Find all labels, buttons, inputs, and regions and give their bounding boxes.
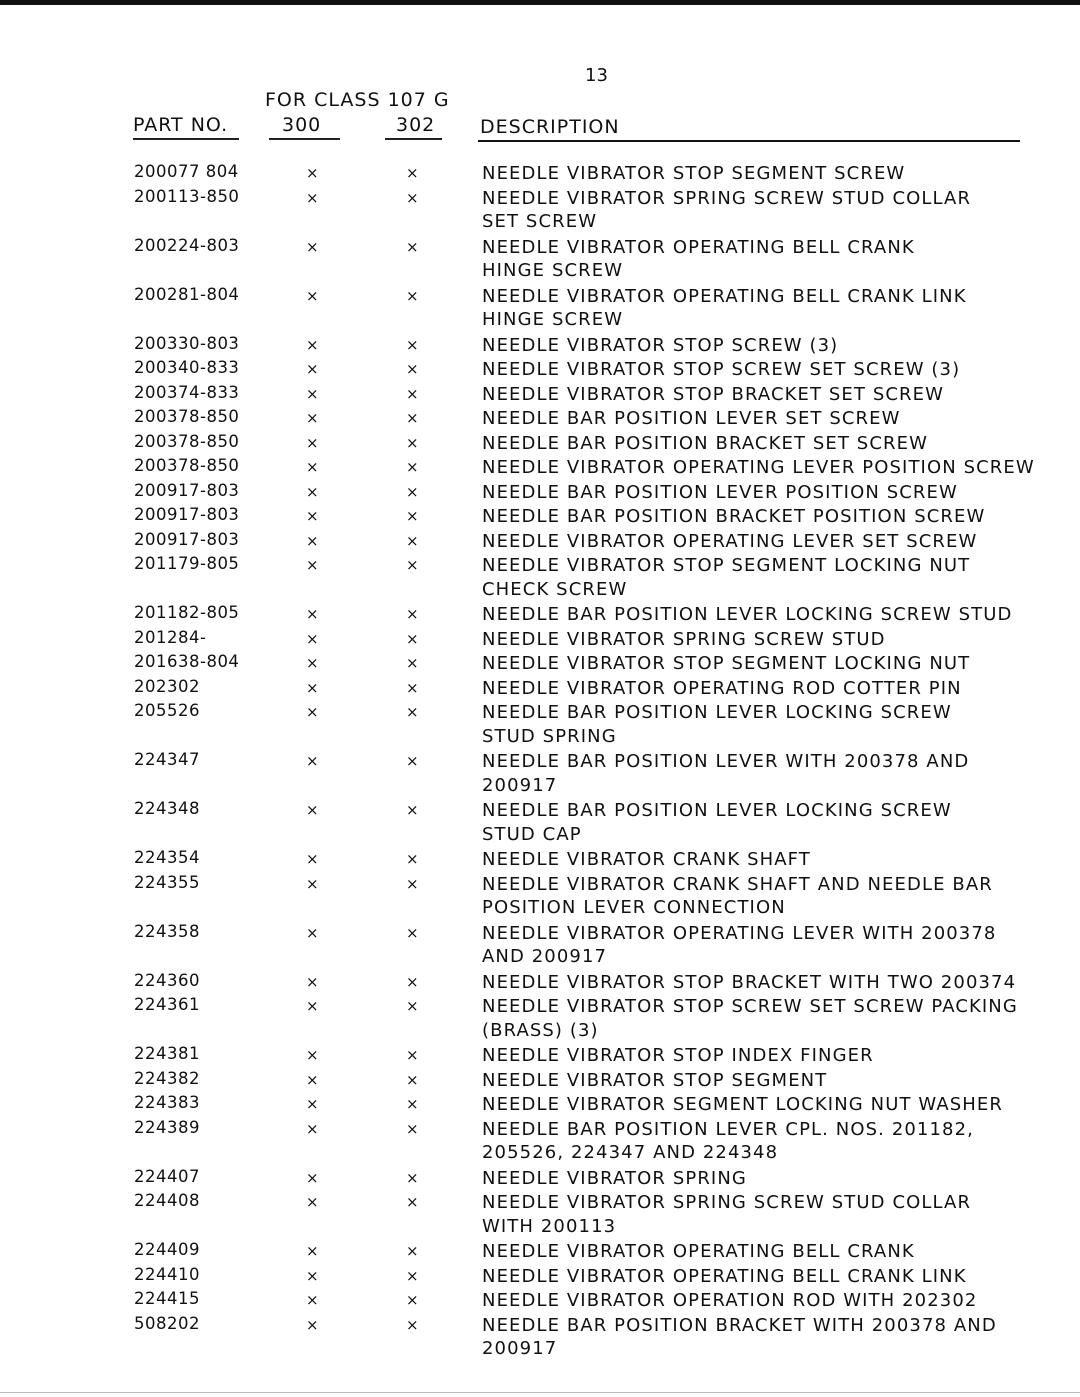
class-300-mark: ×: [306, 335, 319, 354]
part-number: 224389: [134, 1117, 200, 1137]
class-300-mark: ×: [306, 360, 319, 378]
description-header: DESCRIPTION: [480, 116, 620, 138]
class-302-mark: ×: [406, 1046, 419, 1064]
class-300-mark: ×: [306, 1119, 319, 1138]
class-302-mark: ×: [406, 1070, 419, 1089]
table-row: [0, 554, 1080, 600]
class-302-mark: ×: [406, 972, 419, 991]
class-300-mark: ×: [306, 654, 319, 672]
description-continuation: WITH 200113: [482, 1215, 617, 1237]
table-row: [0, 1313, 1080, 1359]
class-302-mark: ×: [406, 556, 419, 574]
description-text: NEEDLE BAR POSITION BRACKET WITH 200378 AND: [482, 1314, 997, 1336]
table-row: [0, 235, 1080, 281]
bottom-edge-rule: [0, 1392, 1080, 1393]
part-number: 224383: [134, 1093, 200, 1112]
description-continuation: 200917: [482, 1338, 558, 1359]
description-continuation: STUD CAP: [482, 823, 582, 845]
class-300-mark: ×: [306, 458, 319, 476]
class-302-mark: ×: [406, 1168, 419, 1187]
description-text: NEEDLE VIBRATOR SPRING: [482, 1167, 747, 1189]
table-row: [0, 848, 1080, 872]
class-302-mark: ×: [406, 801, 419, 819]
description-text: NEEDLE VIBRATOR STOP BRACKET WITH TWO 200374: [482, 971, 1017, 993]
table-row: [0, 481, 1080, 505]
description-text: NEEDLE VIBRATOR SEGMENT LOCKING NUT WASHER: [482, 1094, 1003, 1115]
class-302-mark: ×: [406, 164, 419, 182]
description-text: NEEDLE VIBRATOR OPERATING BELL CRANK: [482, 236, 915, 258]
description-text: NEEDLE BAR POSITION LEVER LOCKING SCREW: [482, 800, 952, 821]
description-text: NEEDLE BAR POSITION LEVER LOCKING SCREW STUD: [482, 604, 1013, 625]
part-number: 200374-833: [134, 382, 240, 402]
class-302-mark: ×: [406, 188, 419, 207]
class-300-mark: ×: [306, 507, 319, 525]
table-row: [0, 1069, 1080, 1093]
description-text: NEEDLE VIBRATOR OPERATING BELL CRANK LINK: [482, 1265, 967, 1287]
table-row: [0, 628, 1080, 652]
description-text: NEEDLE VIBRATOR SPRING SCREW STUD COLLAR: [482, 1192, 972, 1213]
table-row: [0, 407, 1080, 431]
part-number: 224358: [134, 921, 200, 941]
class-300-mark: ×: [306, 1070, 319, 1089]
description-text: NEEDLE VIBRATOR STOP BRACKET SET SCREW: [482, 383, 944, 405]
part-number: 201284-: [134, 627, 207, 647]
table-row: [0, 652, 1080, 676]
part-number: 205526: [134, 701, 200, 720]
part-number: 224382: [134, 1068, 200, 1088]
class-302-mark: ×: [406, 1095, 419, 1113]
description-text: NEEDLE VIBRATOR SPRING SCREW STUD: [482, 628, 886, 650]
part-number: 200917-803: [134, 529, 240, 549]
class-302-mark: ×: [406, 237, 419, 256]
part-number: 224355: [134, 872, 200, 892]
class-302-mark: ×: [406, 458, 419, 476]
class-302-mark: ×: [406, 678, 419, 697]
class-302-mark: ×: [406, 923, 419, 942]
class-302-mark: ×: [406, 433, 419, 452]
table-row: [0, 186, 1080, 232]
class-302-mark: ×: [406, 1242, 419, 1260]
class-302-mark: ×: [406, 703, 419, 721]
class-300-mark: ×: [306, 409, 319, 427]
class-300-mark: ×: [306, 972, 319, 991]
table-row: [0, 872, 1080, 918]
class-300-mark: ×: [306, 482, 319, 501]
table-row: [0, 358, 1080, 382]
part-number: 224347: [134, 750, 200, 769]
description-continuation: (BRASS) (3): [482, 1019, 599, 1041]
class-302-mark: ×: [406, 997, 419, 1015]
page-number: 13: [585, 65, 608, 86]
class-300-mark: ×: [306, 1095, 319, 1113]
description-text: NEEDLE VIBRATOR SPRING SCREW STUD COLLAR: [482, 187, 972, 209]
table-row: [0, 1240, 1080, 1264]
class-300-mark: ×: [306, 286, 319, 305]
description-continuation: SET SCREW: [482, 211, 598, 232]
description-text: NEEDLE VIBRATOR OPERATION ROD WITH 202302: [482, 1290, 978, 1311]
description-text: NEEDLE VIBRATOR OPERATING ROD COTTER PIN: [482, 677, 962, 699]
part-no-header: PART NO.: [133, 114, 229, 136]
description-text: NEEDLE VIBRATOR STOP SEGMENT: [482, 1069, 828, 1091]
part-number: 200378-850: [134, 431, 240, 451]
class-300-mark: ×: [306, 1315, 319, 1334]
class-300-mark: ×: [306, 874, 319, 893]
part-number: 224354: [134, 848, 200, 867]
description-text: NEEDLE BAR POSITION LEVER LOCKING SCREW: [482, 702, 952, 723]
class-300-mark: ×: [306, 1193, 319, 1211]
table-row: [0, 1265, 1080, 1289]
part-number: 200917-803: [134, 505, 240, 524]
description-text: NEEDLE VIBRATOR STOP SCREW SET SCREW (3): [482, 359, 961, 380]
description-continuation: HINGE SCREW: [482, 260, 624, 281]
description-continuation: POSITION LEVER CONNECTION: [482, 897, 786, 918]
part-number: 200113-850: [134, 186, 240, 206]
class-302-mark: ×: [406, 874, 419, 893]
table-row: [0, 1093, 1080, 1117]
class-300-mark: ×: [306, 1046, 319, 1064]
class-300-mark: ×: [306, 923, 319, 942]
part-number: 224361: [134, 995, 200, 1014]
part-number: 200330-803: [134, 333, 240, 353]
class-302-mark: ×: [406, 384, 419, 403]
part-number: 200281-804: [134, 284, 240, 304]
part-number: 224348: [134, 799, 200, 818]
part-number: 201638-804: [134, 652, 240, 671]
part-number: 201179-805: [134, 554, 240, 573]
class-302-mark: ×: [406, 507, 419, 525]
part-number: 200917-803: [134, 480, 240, 500]
description-continuation: STUD SPRING: [482, 725, 617, 747]
class-300-mark: ×: [306, 1242, 319, 1260]
part-number: 202302: [134, 676, 200, 696]
class-302-mark: ×: [406, 1266, 419, 1285]
description-text: NEEDLE VIBRATOR STOP SEGMENT SCREW: [482, 163, 906, 184]
class-302-mark: ×: [406, 531, 419, 550]
class-300-mark: ×: [306, 801, 319, 819]
class-300-mark: ×: [306, 188, 319, 207]
part-number: 224360: [134, 970, 200, 990]
description-text: NEEDLE BAR POSITION LEVER CPL. NOS. 201182,: [482, 1118, 974, 1140]
class-300-mark: ×: [306, 997, 319, 1015]
class-300-mark: ×: [306, 1168, 319, 1187]
part-number: 200077 804: [134, 162, 239, 181]
table-row: [0, 1289, 1080, 1313]
description-text: NEEDLE VIBRATOR STOP INDEX FINGER: [482, 1045, 874, 1066]
class-302-mark: ×: [406, 654, 419, 672]
description-text: NEEDLE BAR POSITION BRACKET POSITION SCREW: [482, 506, 986, 527]
description-text: NEEDLE VIBRATOR STOP SCREW (3): [482, 334, 839, 356]
class-300-mark: ×: [306, 1291, 319, 1309]
class-302-mark: ×: [406, 850, 419, 868]
table-row: [0, 750, 1080, 796]
class-header: FOR CLASS 107 G: [265, 89, 450, 111]
description-text: NEEDLE VIBRATOR OPERATING LEVER WITH 200378: [482, 922, 997, 944]
description-text: NEEDLE VIBRATOR STOP SEGMENT LOCKING NUT: [482, 555, 971, 576]
class-302-mark: ×: [406, 335, 419, 354]
description-text: NEEDLE VIBRATOR CRANK SHAFT: [482, 849, 811, 870]
description-continuation: CHECK SCREW: [482, 578, 628, 600]
description-text: NEEDLE BAR POSITION LEVER WITH 200378 AND: [482, 751, 970, 772]
table-row: [0, 1191, 1080, 1237]
class-300-mark: ×: [306, 678, 319, 697]
table-row: [0, 921, 1080, 967]
table-row: [0, 995, 1080, 1041]
class-302-mark: ×: [406, 1119, 419, 1138]
class-302-mark: ×: [406, 752, 419, 770]
part-number: 200378-850: [134, 456, 240, 475]
description-continuation: AND 200917: [482, 946, 608, 967]
class-300-mark: ×: [306, 850, 319, 868]
class-302-mark: ×: [406, 482, 419, 501]
class-300-mark: ×: [306, 433, 319, 452]
table-row: [0, 432, 1080, 456]
class-300-mark: ×: [306, 629, 319, 648]
table-row: [0, 162, 1080, 186]
class-300-mark: ×: [306, 1266, 319, 1285]
table-row: [0, 1117, 1080, 1163]
table-row: [0, 383, 1080, 407]
table-row: [0, 1044, 1080, 1068]
class-300-mark: ×: [306, 556, 319, 574]
class-300-mark: ×: [306, 237, 319, 256]
class-302-mark: ×: [406, 1315, 419, 1334]
part-number: 224407: [134, 1166, 200, 1186]
column-300-header: 300: [282, 114, 322, 136]
description-text: NEEDLE BAR POSITION LEVER POSITION SCREW: [482, 481, 958, 503]
description-text: NEEDLE VIBRATOR CRANK SHAFT AND NEEDLE BAR: [482, 873, 993, 895]
part-number: 224415: [134, 1289, 200, 1308]
class-300-mark: ×: [306, 605, 319, 623]
part-number: 508202: [134, 1313, 200, 1333]
class-300-mark: ×: [306, 531, 319, 550]
class-302-mark: ×: [406, 1193, 419, 1211]
table-row: [0, 603, 1080, 627]
part-number: 200378-850: [134, 407, 240, 426]
description-text: NEEDLE BAR POSITION BRACKET SET SCREW: [482, 432, 928, 454]
description-text: NEEDLE VIBRATOR OPERATING BELL CRANK LINK: [482, 285, 967, 307]
table-row: [0, 334, 1080, 358]
column-302-header: 302: [396, 114, 436, 136]
table-row: [0, 799, 1080, 845]
part-number: 201182-805: [134, 603, 240, 622]
class-300-mark: ×: [306, 164, 319, 182]
table-row: [0, 701, 1080, 747]
description-text: NEEDLE VIBRATOR OPERATING LEVER SET SCREW: [482, 530, 978, 552]
class-302-mark: ×: [406, 409, 419, 427]
description-text: NEEDLE VIBRATOR OPERATING LEVER POSITION SCREW: [482, 457, 1035, 478]
part-number: 224408: [134, 1191, 200, 1210]
class-302-mark: ×: [406, 360, 419, 378]
table-row: [0, 530, 1080, 554]
part-number: 200224-803: [134, 235, 240, 255]
description-text: NEEDLE BAR POSITION LEVER SET SCREW: [482, 408, 901, 429]
part-number: 200340-833: [134, 358, 240, 377]
description-continuation: 205526, 224347 AND 224348: [482, 1142, 779, 1163]
part-number: 224410: [134, 1264, 200, 1284]
class-300-mark: ×: [306, 752, 319, 770]
table-row: [0, 284, 1080, 330]
class-302-mark: ×: [406, 629, 419, 648]
class-302-mark: ×: [406, 1291, 419, 1309]
table-row: [0, 1167, 1080, 1191]
part-number: 224409: [134, 1240, 200, 1259]
description-text: NEEDLE VIBRATOR STOP SCREW SET SCREW PACKING: [482, 996, 1018, 1017]
part-number: 224381: [134, 1044, 200, 1063]
table-row: [0, 456, 1080, 480]
class-302-mark: ×: [406, 286, 419, 305]
table-row: [0, 971, 1080, 995]
class-302-mark: ×: [406, 605, 419, 623]
table-row: [0, 677, 1080, 701]
class-300-mark: ×: [306, 384, 319, 403]
table-row: [0, 505, 1080, 529]
description-text: NEEDLE VIBRATOR OPERATING BELL CRANK: [482, 1241, 915, 1262]
description-text: NEEDLE VIBRATOR STOP SEGMENT LOCKING NUT: [482, 653, 971, 674]
class-300-mark: ×: [306, 703, 319, 721]
description-continuation: 200917: [482, 774, 558, 796]
description-continuation: HINGE SCREW: [482, 309, 624, 330]
